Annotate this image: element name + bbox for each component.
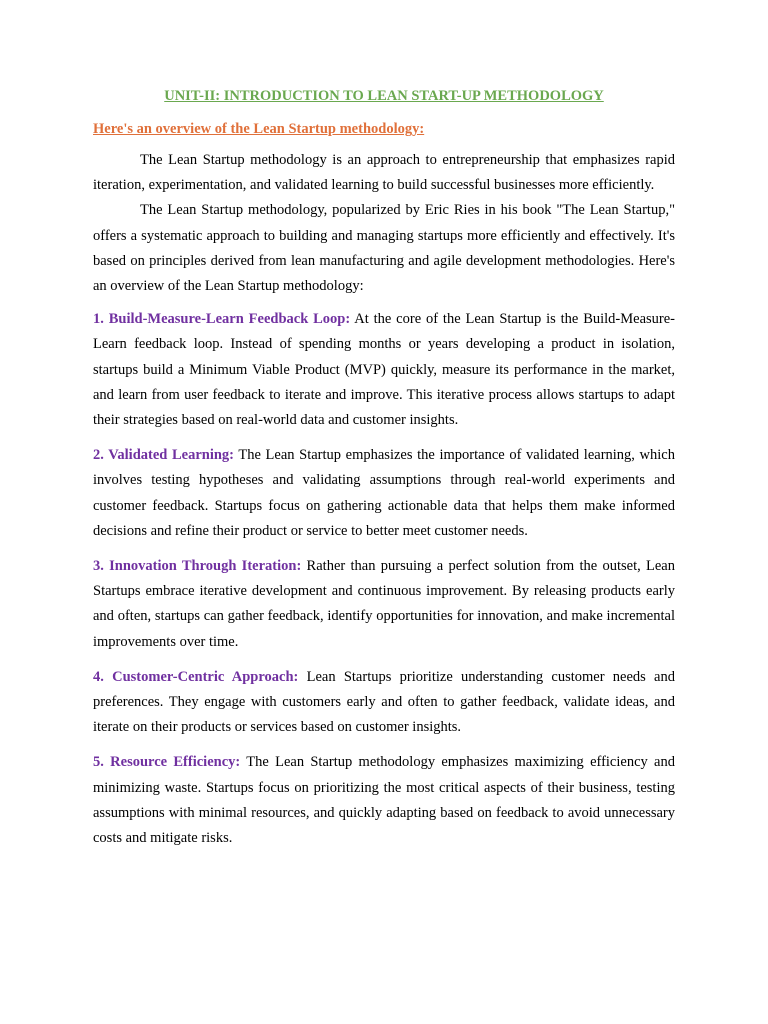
list-item-text: The Lean Startup emphasizes the importance of validated learning, which involves testing hypotheses and validating assumptions through real-world experiments and customer feedback. Startups focus on gathering actionable data that helps them make informed decisions and refine their product or service to better meet customer needs. xyxy=(93,447,675,539)
list-item-heading: 2. Validated Learning: xyxy=(93,447,234,464)
document-page xyxy=(93,84,675,851)
list-item-text: The Lean Startup methodology emphasizes maximizing efficiency and minimizing waste. Startups focus on prioritizing the most critical aspects of their business, testing assumptions with minimal resources, and quickly adapting based on feedback to avoid unnecessary costs and mitigate risks. xyxy=(93,754,675,847)
list-item xyxy=(93,443,675,544)
list-item xyxy=(93,554,675,655)
list-item-heading: 3. Innovation Through Iteration: xyxy=(93,558,302,575)
intro-paragraph-1: The Lean Startup methodology is an approach to entrepreneurship that emphasizes rapid iteration, experimentation, and validated learning to build successful businesses more efficiently. xyxy=(93,152,675,194)
list-item-heading: 1. Build-Measure-Learn Feedback Loop: xyxy=(93,311,351,328)
list-item-heading: 4. Customer-Centric Approach: xyxy=(93,668,299,685)
list-item xyxy=(93,750,675,851)
list-item-text: At the core of the Lean Startup is the Build-Measure-Learn feedback loop. Instead of spending months or years developing a product in isolation, startups build a Minimum Viable Product (MVP) quickly, measure its performance in the market, and learn from user feedback to iterate and improve. This iterative process allows startups to adapt their strategies based on real-world data and customer insights. xyxy=(93,311,675,429)
list-item-text: Lean Startups prioritize understanding customer needs and preferences. They engage with customers early and often to gather feedback, validate ideas, and iterate on their products or services based on customer insights. xyxy=(93,668,675,736)
list-item-heading: 5. Resource Efficiency: xyxy=(93,754,241,771)
intro-paragraph-2: The Lean Startup methodology, popularized by Eric Ries in his book "The Lean Startup," offers a systematic approach to building and managing startups more efficiently and effectively. It's based on principles derived from lean manufacturing and agile development methodologies. Here's an overview of the Lean Startup methodology: xyxy=(93,202,675,295)
list-item-text: Rather than pursuing a perfect solution from the outset, Lean Startups embrace iterative development and continuous improvement. By releasing products early and often, startups can gather feedback, identify opportunities for innovation, and make incremental improvements over time. xyxy=(93,558,675,650)
unit-title: UNIT-II: INTRODUCTION TO LEAN START-UP METHODOLOGY xyxy=(164,88,604,104)
list-item xyxy=(93,307,675,433)
list-item xyxy=(93,665,675,741)
overview-heading: Here's an overview of the Lean Startup methodology: xyxy=(93,121,425,137)
